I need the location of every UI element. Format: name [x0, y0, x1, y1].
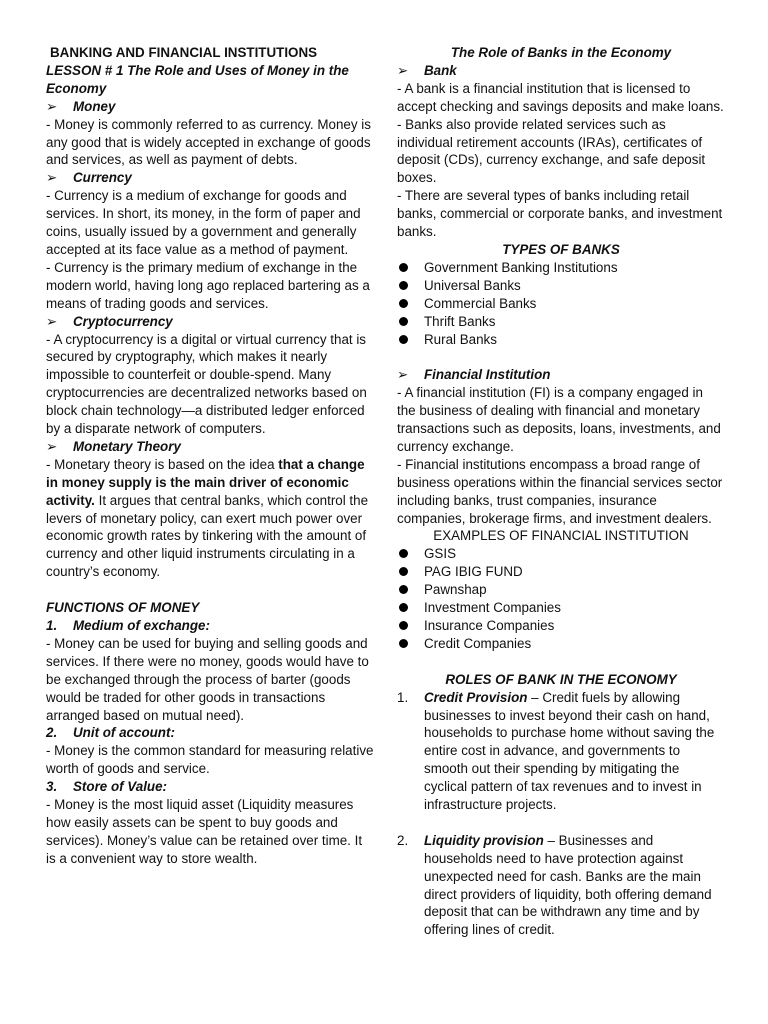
money-text: - Money is commonly referred to as currency. Money is any good that is widely accepted in exchange of goods and services, as well as payment of debts.: [46, 116, 371, 168]
cryptocurrency-text: - A cryptocurrency is a digital or virtual currency that is secured by cryptography, which makes it nearly impossible to counterfeit or double-spend. Many cryptocurrencies are decentralized networks based on block chain technology—a distributed ledger enforced by a disparate network of computers.: [46, 331, 367, 437]
arrow-bullet-icon: ➢: [46, 438, 58, 454]
list-item: Commercial Banks: [397, 295, 725, 313]
lesson-title: LESSON # 1 The Role and Uses of Money in the Economy: [46, 62, 349, 96]
roles-heading: ROLES OF BANK IN THE ECONOMY: [445, 671, 677, 687]
list-item: GSIS: [397, 545, 725, 563]
cryptocurrency-heading: ➢ Cryptocurrency: [46, 313, 173, 329]
list-item: Insurance Companies: [397, 617, 725, 635]
money-heading: ➢ Money: [46, 98, 116, 114]
types-of-banks-heading: TYPES OF BANKS: [502, 241, 620, 257]
currency-text-1: - Currency is a medium of exchange for goods and services. In short, its money, in the form of paper and coins, usually issued by a government and generally accepted at its face value as a method of payment.: [46, 188, 361, 257]
document-title: BANKING AND FINANCIAL INSTITUTIONS: [50, 45, 318, 60]
financial-institution-text-2: - Financial institutions encompass a broad range of business operations within the financial services sector including banks, trust companies, insurance companies, brokerage firms, and investment dealers.: [397, 456, 723, 526]
role-item-title: Liquidity provision: [424, 832, 544, 848]
role-item-text: – Businesses and households need to have protection against unexpected need for cash. Banks are the main direct providers of liquidity, both offering demand deposit that can be withdrawn any time and by offering lines of credit.: [424, 832, 712, 938]
left-column: [46, 44, 374, 868]
examples-heading: EXAMPLES OF FINANCIAL INSTITUTION: [433, 528, 689, 544]
currency-heading: ➢ Currency: [46, 170, 132, 186]
examples-list: [397, 545, 725, 652]
monetary-theory-emphasis: that a change in money supply is the main driver of economic activity.: [46, 456, 365, 508]
arrow-bullet-icon: ➢: [46, 313, 58, 329]
function-item-title: 2. Unit of account:: [46, 725, 175, 741]
role-item: 1. Credit Provision – Credit fuels by allowing businesses to invest beyond their cash on hand, households to purchase home without saving the entire cost in advance, and governments to smooth out their spending by mitigating the cyclical pattern of tax revenues and to invest in infrastructure projects.: [397, 689, 715, 813]
bank-text-3: - There are several types of banks including retail banks, commercial or corporate banks, and investment banks.: [397, 188, 723, 240]
function-item-text: - Money is the common standard for measuring relative worth of goods and service.: [46, 743, 374, 777]
list-item: Pawnshap: [397, 581, 725, 599]
section-title: The Role of Banks in the Economy: [450, 45, 672, 60]
arrow-bullet-icon: ➢: [46, 98, 58, 114]
function-item-title: 3. Store of Value:: [46, 779, 167, 795]
function-item-title: 1. Medium of exchange:: [46, 617, 210, 633]
function-item-text: - Money can be used for buying and selling goods and services. If there were no money, goods would have to be exchanged through the process of barter (goods would be traded for other goods in transactions arranged based on mutual need).: [46, 635, 369, 723]
bank-text-1: - A bank is a financial institution that is licensed to accept checking and savings deposits and make loans.: [397, 80, 724, 114]
role-item: 2. Liquidity provision – Businesses and households need to have protection against unexpected need for cash. Banks are the main direct providers of liquidity, both offering demand deposit that can be withdrawn any time and by offering lines of credit.: [397, 832, 712, 938]
list-item: Credit Companies: [397, 635, 725, 653]
monetary-theory-heading: ➢ Monetary Theory: [46, 438, 181, 454]
bank-heading: ➢ Bank: [397, 62, 457, 78]
currency-text-2: - Currency is the primary medium of exchange in the modern world, having long ago replaced bartering as a means of trading goods and services.: [46, 259, 370, 311]
right-column: [397, 44, 725, 939]
financial-institution-text-1: - A financial institution (FI) is a company engaged in the business of dealing with financial and monetary transactions such as deposits, loans, investments, and currency exchange.: [397, 385, 721, 454]
list-item: Rural Banks: [397, 331, 725, 349]
list-item: PAG IBIG FUND: [397, 563, 725, 581]
bank-text-2: - Banks also provide related services such as individual retirement accounts (IRAs), certificates of deposit (CDs), currency exchange, and safe deposit boxes.: [397, 116, 706, 186]
list-item: Universal Banks: [397, 277, 725, 295]
list-item: Investment Companies: [397, 599, 725, 617]
arrow-bullet-icon: ➢: [46, 170, 58, 186]
function-item-text: - Money is the most liquid asset (Liquidity measures how easily assets can be spent to buy goods and services). Money’s value can be retained over time. It is a convenient way to store wealth.: [46, 797, 363, 866]
functions-heading: FUNCTIONS OF MONEY: [46, 600, 200, 616]
financial-institution-heading: ➢ Financial Institution: [397, 367, 551, 383]
arrow-bullet-icon: ➢: [397, 367, 409, 383]
types-of-banks-list: [397, 259, 725, 349]
list-item: Government Banking Institutions: [397, 259, 725, 277]
role-item-title: Credit Provision: [424, 689, 528, 705]
role-item-text: – Credit fuels by allowing businesses to invest beyond their cash on hand, households to purchase home without saving the entire cost in advance, and governments to smooth out their spending by mitigating the cyclical pattern of tax revenues and to invest in infrastructure projects.: [424, 689, 715, 813]
list-item: Thrift Banks: [397, 313, 725, 331]
monetary-theory-text: - Monetary theory is based on the idea that a change in money supply is the main driver of economic activity. It argues that central banks, which control the levers of monetary policy, can exert much power over economic growth rates by tinkering with the amount of currency and other liquid instruments circulating in a country’s economy.: [46, 456, 369, 580]
arrow-bullet-icon: ➢: [397, 62, 409, 78]
